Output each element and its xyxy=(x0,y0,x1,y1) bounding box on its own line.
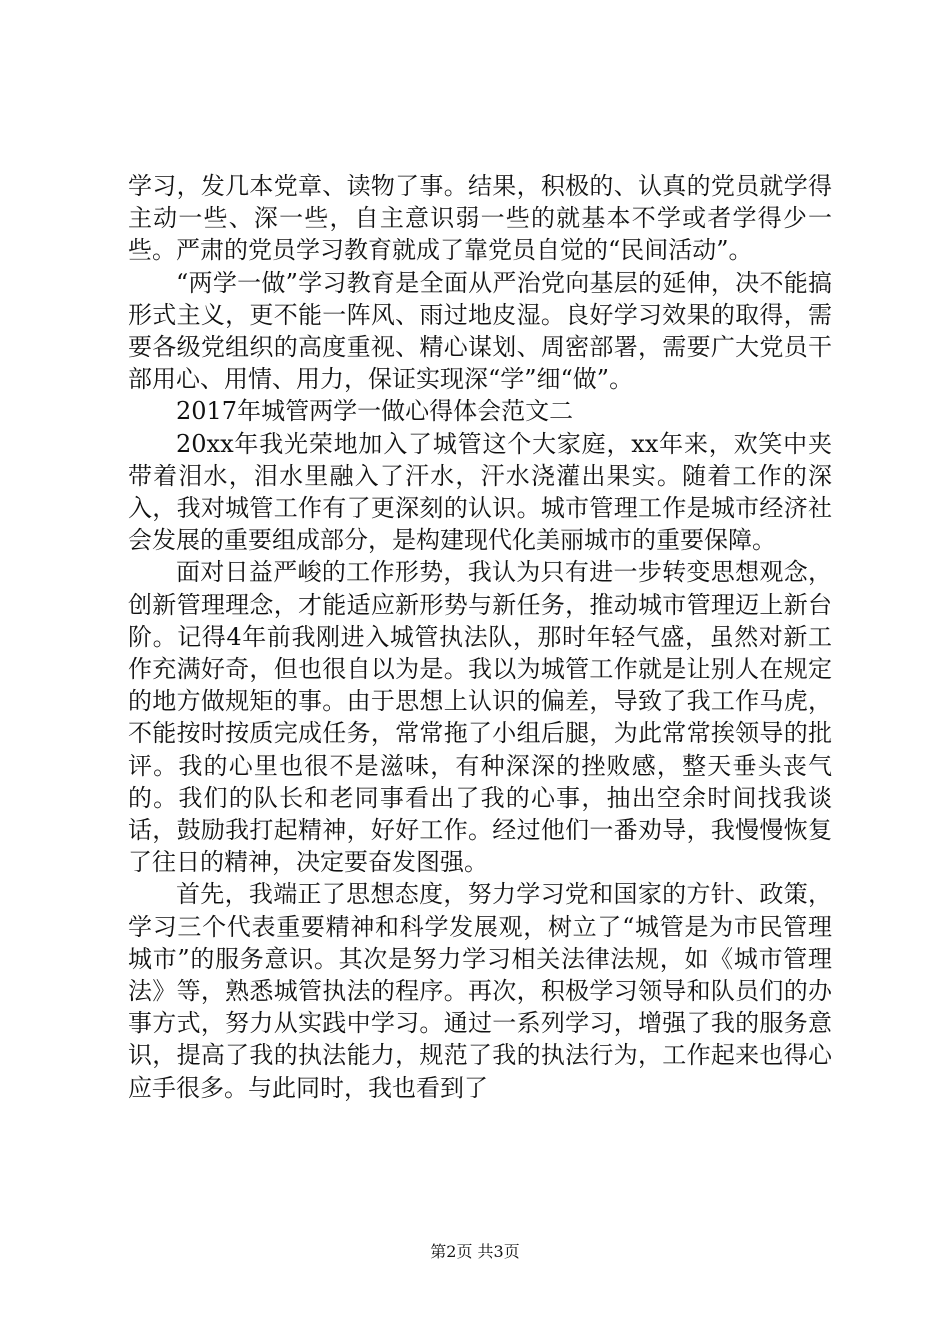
paragraph-continuation: 学习，发几本党章、读物了事。结果，积极的、认真的党员就学得主动一些、深一些，自主意识弱一些的就基本不学或者学得少一些。严肃的党员学习教育就成了靠党员自觉的“民间活动”。 xyxy=(128,172,832,265)
page-number-footer: 第2页 共3页 xyxy=(430,1242,520,1261)
document-body xyxy=(128,170,832,1104)
section-heading: 2017年城管两学一做心得体会范文二 xyxy=(176,397,574,426)
paragraph-two-learn-one-do: “两学一做”学习教育是全面从严治党向基层的延伸，决不能搞形式主义，更不能一阵风、雨过地皮湿。良好学习效果的取得，需要各级党组织的高度重视、精心谋划、周密部署，需要广大党员干部用心、用情、用力，保证实现深“学”细“做”。 xyxy=(128,268,832,394)
paragraph-work-situation: 面对日益严峻的工作形势，我认为只有进一步转变思想观念，创新管理理念，才能适应新形势与新任务，推动城市管理迈上新台阶。记得4年前我刚进入城管执法队，那时年轻气盛，虽然对新工作充满好奇，但也很自以为是。我以为城管工作就是让别人在规定的地方做规矩的事。由于思想上认识的偏差，导致了我工作马虎，不能按时按质完成任务，常常拖了小组后腿，为此常常挨领导的批评。我的心里也很不是滋味，有种深深的挫败感，整天垂头丧气的。我们的队长和老同事看出了我的心事，抽出空余时间找我谈话，鼓励我打起精神，好好工作。经过他们一番劝导，我慢慢恢复了往日的精神，决定要奋发图强。 xyxy=(128,558,832,877)
paragraph-joined-city-management: 20xx年我光荣地加入了城管这个大家庭，xx年来，欢笑中夹带着泪水，泪水里融入了汗水，汗水浇灌出果实。随着工作的深入，我对城管工作有了更深刻的认识。城市管理工作是城市经济社会发展的重要组成部分，是构建现代化美丽城市的重要保障。 xyxy=(128,429,832,555)
paragraph-first-attitude: 首先，我端正了思想态度，努力学习党和国家的方针、政策，学习三个代表重要精神和科学发展观，树立了“城管是为市民管理城市”的服务意识。其次是努力学习相关法律法规，如《城市管理法》等，熟悉城管执法的程序。再次，积极学习领导和队员们的办事方式，努力从实践中学习。通过一系列学习，增强了我的服务意识，提高了我的执法能力，规范了我的执法行为，工作起来也得心应手很多。与此同时，我也看到了 xyxy=(128,880,832,1102)
